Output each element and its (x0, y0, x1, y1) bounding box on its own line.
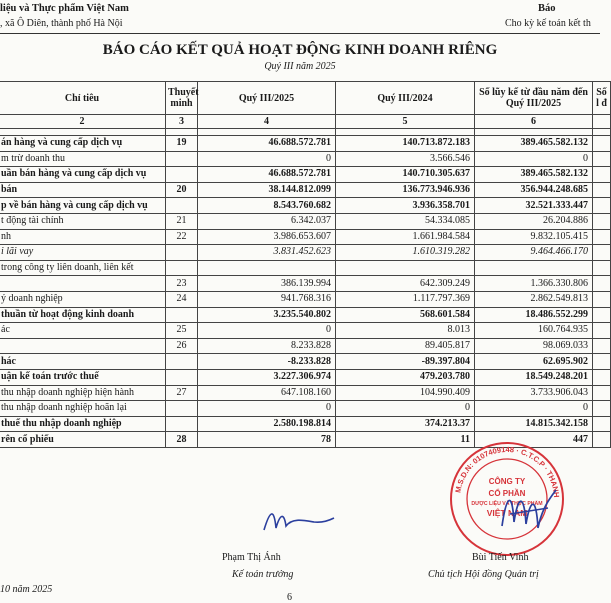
row-value-ytd-2024 (593, 167, 611, 183)
row-value-ytd-2024 (593, 432, 611, 448)
row-value-ytd-2024 (593, 260, 611, 276)
table-row (0, 369, 611, 385)
table-row (0, 182, 611, 198)
row-value-ytd-2024 (593, 369, 611, 385)
row-value-ytd-2025: 389.465.582.132 (475, 167, 593, 183)
row-label: thu nhập doanh nghiệp hiện hành (0, 385, 166, 401)
report-title: BÁO CÁO KẾT QUẢ HOẠT ĐỘNG KINH DOANH RIÊNG (102, 42, 498, 58)
row-note: 21 (166, 213, 198, 229)
row-value-q3-2025: 6.342.037 (198, 213, 336, 229)
income-statement-table (0, 81, 611, 448)
row-note: 25 (166, 323, 198, 339)
svg-text:DƯỢC LIỆU VÀ THỰC PHẨM: DƯỢC LIỆU VÀ THỰC PHẨM (471, 501, 543, 507)
table-row (0, 167, 611, 183)
report-date: 10 năm 2025 (0, 584, 53, 595)
row-value-ytd-2025: 14.815.342.158 (475, 416, 593, 432)
row-value-q3-2025: 78 (198, 432, 336, 448)
row-label (0, 338, 166, 354)
row-label: rên cổ phiếu (0, 432, 166, 448)
table-row (0, 291, 611, 307)
table-row (0, 276, 611, 292)
page-number: 6 (287, 592, 292, 603)
row-value-q3-2025: 0 (198, 151, 336, 167)
row-value-ytd-2024 (593, 307, 611, 323)
row-value-ytd-2025: 160.764.935 (475, 323, 593, 339)
header-divider (0, 33, 600, 34)
row-value-q3-2024 (336, 260, 475, 276)
row-value-q3-2025: 3.227.306.974 (198, 369, 336, 385)
table-row (0, 260, 611, 276)
row-value-q3-2024: 642.309.249 (336, 276, 475, 292)
row-label: uận kế toán trước thuế (0, 369, 166, 385)
row-note: 20 (166, 182, 198, 198)
chief-accountant-name: Phạm Thị Ánh (222, 552, 281, 563)
chairman-role: Chủ tịch Hội đồng Quản trị (428, 569, 539, 580)
row-value-q3-2024: 479.203.780 (336, 369, 475, 385)
company-address: , xã Ô Diên, thành phố Hà Nội (0, 18, 123, 29)
table-index-row (0, 115, 611, 129)
table-row (0, 323, 611, 339)
row-value-ytd-2024 (593, 401, 611, 417)
table-row (0, 151, 611, 167)
col-header-item: Chỉ tiêu (0, 82, 166, 115)
table-row (0, 416, 611, 432)
row-value-q3-2024: 374.213.37 (336, 416, 475, 432)
row-note (166, 401, 198, 417)
row-value-ytd-2024 (593, 229, 611, 245)
row-label: thu nhập doanh nghiệp hoãn lại (0, 401, 166, 417)
table-row (0, 136, 611, 152)
row-label: m trừ doanh thu (0, 151, 166, 167)
row-value-q3-2024: 140.710.305.637 (336, 167, 475, 183)
row-value-ytd-2024 (593, 416, 611, 432)
row-value-q3-2024: 0 (336, 401, 475, 417)
row-value-q3-2024: 3.566.546 (336, 151, 475, 167)
row-note: 19 (166, 136, 198, 152)
chief-accountant-role: Kế toán trưởng (232, 569, 294, 580)
row-value-q3-2025: 3.986.653.607 (198, 229, 336, 245)
row-value-ytd-2025 (475, 260, 593, 276)
row-note (166, 369, 198, 385)
report-period: Quý III năm 2025 (264, 61, 336, 72)
table-spacer-row (0, 129, 611, 136)
row-value-ytd-2025: 0 (475, 401, 593, 417)
row-note (166, 260, 198, 276)
row-value-q3-2024: 8.013 (336, 323, 475, 339)
row-value-ytd-2024 (593, 276, 611, 292)
chairman-signature (492, 478, 562, 540)
row-value-q3-2024: 104.990.409 (336, 385, 475, 401)
row-value-q3-2025: 386.139.994 (198, 276, 336, 292)
row-value-q3-2024: -89.397.804 (336, 354, 475, 370)
row-label: p về bán hàng và cung cấp dịch vụ (0, 198, 166, 214)
row-value-ytd-2024 (593, 213, 611, 229)
form-title: Báo (538, 3, 556, 14)
row-value-q3-2024: 3.936.358.701 (336, 198, 475, 214)
chairman-name: Bùi Tiến Vinh (472, 552, 529, 563)
row-value-ytd-2025: 356.944.248.685 (475, 182, 593, 198)
col-header-q3-2024: Quý III/2024 (336, 82, 475, 115)
row-value-q3-2024: 1.661.984.584 (336, 229, 475, 245)
row-label: i lãi vay (0, 245, 166, 261)
row-label: ý doanh nghiệp (0, 291, 166, 307)
row-note (166, 167, 198, 183)
row-value-q3-2025 (198, 260, 336, 276)
table-row (0, 307, 611, 323)
row-note: 28 (166, 432, 198, 448)
form-period: Cho kỳ kế toán kết th (505, 18, 591, 29)
company-name: liệu và Thực phẩm Việt Nam (0, 3, 129, 14)
row-value-ytd-2025: 9.464.466.170 (475, 245, 593, 261)
row-value-q3-2024: 54.334.085 (336, 213, 475, 229)
row-value-ytd-2025: 18.486.552.299 (475, 307, 593, 323)
row-label (0, 276, 166, 292)
col-index (593, 115, 611, 129)
row-value-q3-2025: 0 (198, 401, 336, 417)
row-value-ytd-2024 (593, 291, 611, 307)
row-value-q3-2025: 46.688.572.781 (198, 167, 336, 183)
row-note (166, 354, 198, 370)
row-value-ytd-2024 (593, 354, 611, 370)
row-value-q3-2025: 46.688.572.781 (198, 136, 336, 152)
row-label: trong công ty liên doanh, liên kết (0, 260, 166, 276)
row-value-ytd-2025: 389.465.582.132 (475, 136, 593, 152)
table-row (0, 198, 611, 214)
row-value-q3-2024: 1.117.797.369 (336, 291, 475, 307)
svg-text:CÔNG TY: CÔNG TY (488, 477, 526, 486)
col-index: 3 (166, 115, 198, 129)
svg-text:CỔ PHẦN: CỔ PHẦN (488, 489, 526, 498)
row-value-ytd-2025: 98.069.033 (475, 338, 593, 354)
table-row (0, 354, 611, 370)
row-label: án hàng và cung cấp dịch vụ (0, 136, 166, 152)
row-note: 26 (166, 338, 198, 354)
row-value-ytd-2024 (593, 323, 611, 339)
row-note (166, 307, 198, 323)
row-value-q3-2025: 8.543.760.682 (198, 198, 336, 214)
col-index: 5 (336, 115, 475, 129)
row-value-q3-2025: 647.108.160 (198, 385, 336, 401)
row-value-ytd-2024 (593, 151, 611, 167)
row-note: 27 (166, 385, 198, 401)
row-value-ytd-2025: 3.733.906.043 (475, 385, 593, 401)
row-note (166, 151, 198, 167)
table-row (0, 245, 611, 261)
row-label: uần bán hàng và cung cấp dịch vụ (0, 167, 166, 183)
row-value-q3-2025: -8.233.828 (198, 354, 336, 370)
row-note: 23 (166, 276, 198, 292)
row-value-ytd-2024 (593, 182, 611, 198)
row-value-q3-2025: 3.831.452.623 (198, 245, 336, 261)
table-row (0, 385, 611, 401)
row-value-q3-2025: 2.580.198.814 (198, 416, 336, 432)
col-header-note: Thuyết minh (166, 82, 198, 115)
row-value-q3-2024: 11 (336, 432, 475, 448)
row-value-ytd-2025: 447 (475, 432, 593, 448)
row-label: hác (0, 354, 166, 370)
row-note (166, 245, 198, 261)
row-value-ytd-2025: 26.204.886 (475, 213, 593, 229)
row-note: 22 (166, 229, 198, 245)
row-value-q3-2024: 1.610.319.282 (336, 245, 475, 261)
row-label: thuế thu nhập doanh nghiệp (0, 416, 166, 432)
row-label: thuần từ hoạt động kinh doanh (0, 307, 166, 323)
row-value-q3-2024: 89.405.817 (336, 338, 475, 354)
row-value-ytd-2024 (593, 245, 611, 261)
row-label: bán (0, 182, 166, 198)
row-value-ytd-2024 (593, 385, 611, 401)
row-value-ytd-2024 (593, 198, 611, 214)
row-label: t động tài chính (0, 213, 166, 229)
table-row (0, 401, 611, 417)
col-header-ytd-2024: Số l đ (593, 82, 611, 115)
row-value-q3-2024: 568.601.584 (336, 307, 475, 323)
row-value-ytd-2025: 62.695.902 (475, 354, 593, 370)
row-value-ytd-2024 (593, 136, 611, 152)
table-row (0, 338, 611, 354)
row-note (166, 416, 198, 432)
row-value-q3-2025: 8.233.828 (198, 338, 336, 354)
row-value-q3-2024: 136.773.946.936 (336, 182, 475, 198)
row-label: nh (0, 229, 166, 245)
row-value-ytd-2025: 2.862.549.813 (475, 291, 593, 307)
col-index: 2 (0, 115, 166, 129)
svg-text:M.S.D.N: 0107409148 · C.T.C.P: M.S.D.N: 0107409148 · C.T.C.P · THANH (453, 444, 562, 498)
row-value-ytd-2025: 9.832.105.415 (475, 229, 593, 245)
row-value-ytd-2025: 1.366.330.806 (475, 276, 593, 292)
table-row (0, 213, 611, 229)
row-value-q3-2024: 140.713.872.183 (336, 136, 475, 152)
row-value-ytd-2024 (593, 338, 611, 354)
col-index: 4 (198, 115, 336, 129)
row-value-ytd-2025: 32.521.333.447 (475, 198, 593, 214)
row-value-q3-2025: 38.144.812.099 (198, 182, 336, 198)
row-note (166, 198, 198, 214)
row-value-q3-2025: 0 (198, 323, 336, 339)
table-body (0, 82, 611, 448)
table-header-row (0, 82, 611, 115)
col-header-q3-2025: Quý III/2025 (198, 82, 336, 115)
chief-accountant-signature (258, 500, 338, 540)
row-value-ytd-2025: 0 (475, 151, 593, 167)
row-note: 24 (166, 291, 198, 307)
row-value-q3-2025: 941.768.316 (198, 291, 336, 307)
col-header-ytd-2025: Số lũy kế từ đầu năm đến Quý III/2025 (475, 82, 593, 115)
svg-text:VIỆT NAM: VIỆT NAM (486, 508, 528, 518)
table-row (0, 229, 611, 245)
row-label: ác (0, 323, 166, 339)
col-index: 6 (475, 115, 593, 129)
row-value-q3-2025: 3.235.540.802 (198, 307, 336, 323)
row-value-ytd-2025: 18.549.248.201 (475, 369, 593, 385)
